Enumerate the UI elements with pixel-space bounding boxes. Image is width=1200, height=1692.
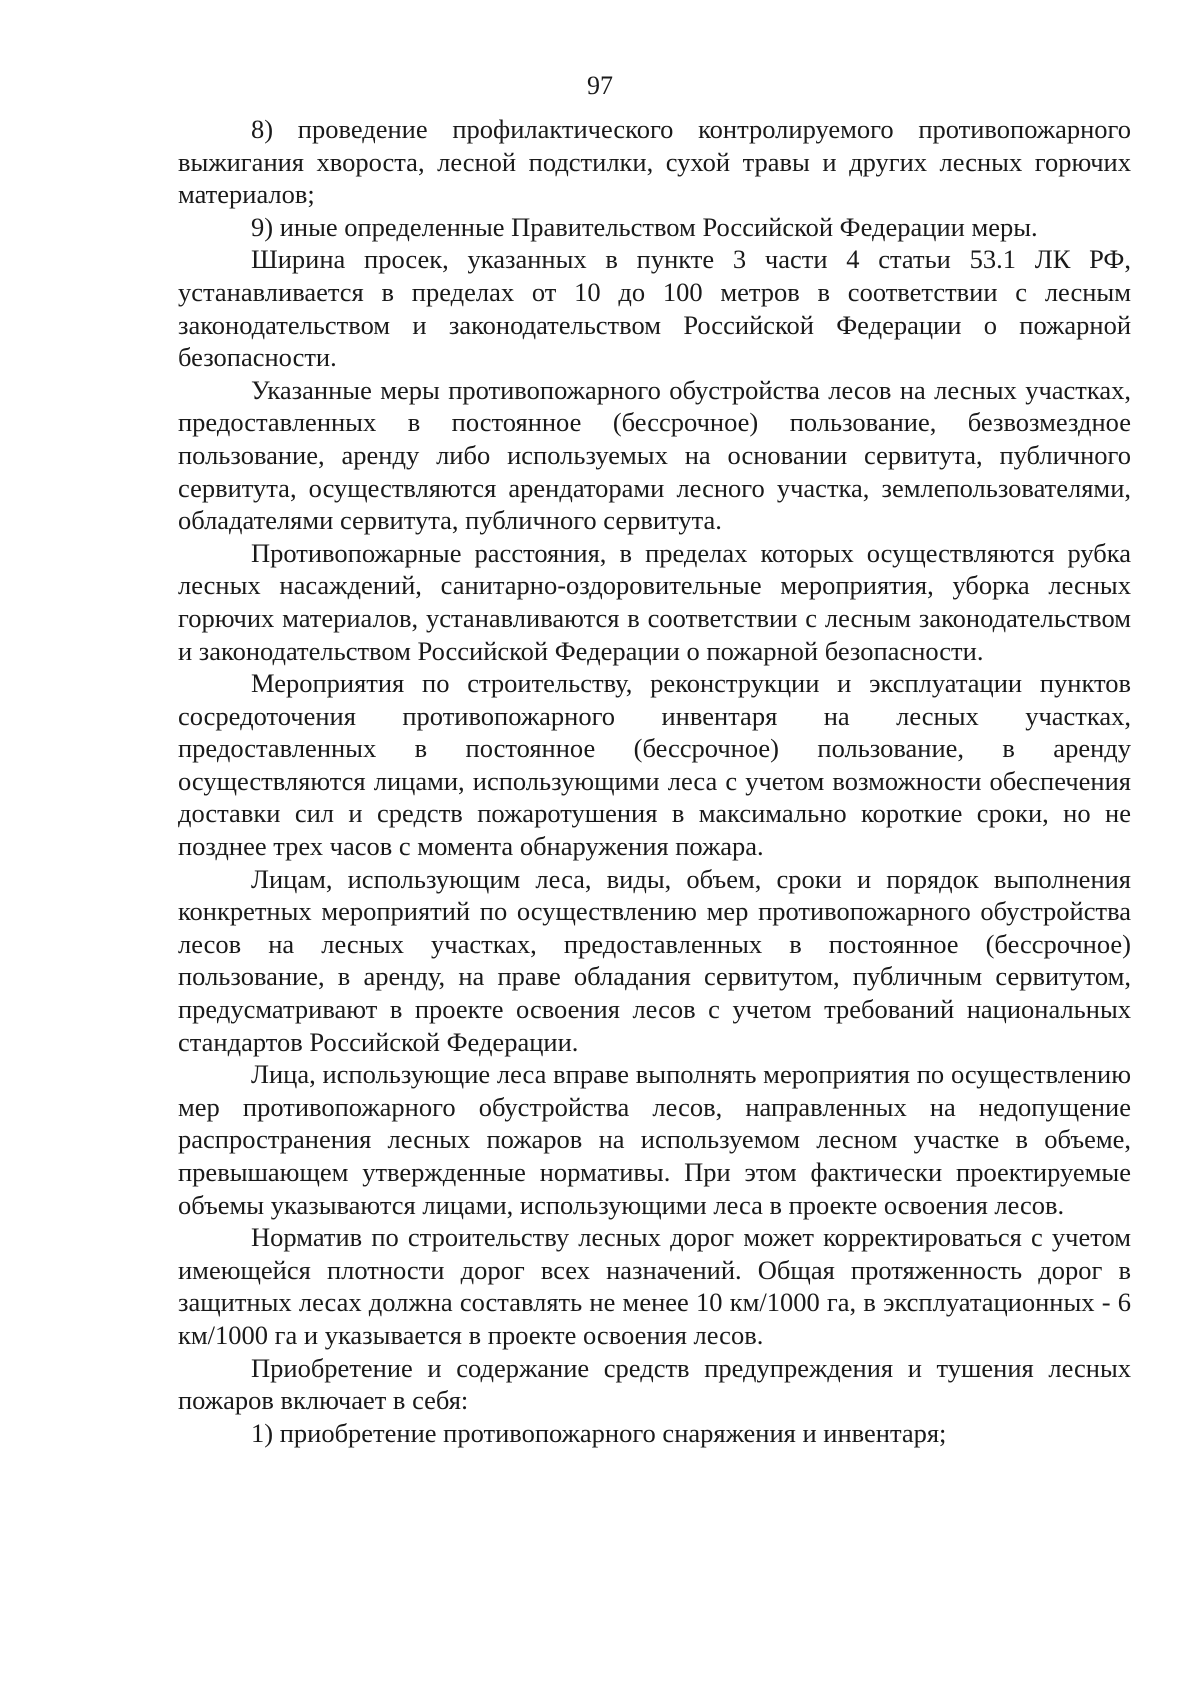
paragraph-forest-roads: Норматив по строительству лесных дорог может корректироваться с учетом имеющейся плотности дорог всех назначений. Общая протяженность дорог в защитных лесах должна составлять не менее 10 км/1000 га, в эксплуатационных - 6 км/1000 га и указывается в проекте освоения лесов. bbox=[178, 1222, 1131, 1350]
page-number: 97 bbox=[587, 71, 613, 100]
list-item-1-equipment-purchase: 1) приобретение противопожарного снаряжения и инвентаря; bbox=[251, 1417, 947, 1448]
paragraph-firebreak-width: Ширина просек, указанных в пункте 3 части 4 статьи 53.1 ЛК РФ, устанавливается в пределах от 10 до 100 метров в соответствии с лесным законодательством и законодательством Российской Федерации о пожарной безопасности. bbox=[178, 244, 1131, 373]
paragraph-excess-measures: Лица, использующие леса вправе выполнять мероприятия по осуществлению мер противопожарного обустройства лесов, направленных на недопущение распространения лесных пожаров на используемом лесном участке в объеме, превышающем утвержденные нормативы. При этом фактически проектируемые объемы указываются лицами, использующими леса в проекте освоения лесов. bbox=[178, 1059, 1131, 1220]
paragraph-equipment-points: Мероприятия по строительству, реконструкции и эксплуатации пунктов сосредоточения противопожарного инвентаря на лесных участках, предоставленных в постоянное (бессрочное) пользование, в аренду осуществляются лицами, использующими леса с учетом возможности обеспечения доставки сил и средств пожаротушения в максимально короткие сроки, но не позднее трех часов с момента обнаружения пожара. bbox=[178, 668, 1131, 862]
paragraph-forest-users-scope: Лицам, использующим леса, виды, объем, сроки и порядок выполнения конкретных мероприятий по осуществлению мер противопожарного обустройства лесов на лесных участках, предоставленных в постоянное (бессрочное) пользование, в аренду, на праве обладания сервитутом, публичным сервитутом, предусматривают в проекте освоения лесов с учетом требований национальных стандартов Российской Федерации. bbox=[178, 863, 1131, 1057]
paragraph-fire-distances: Противопожарные расстояния, в пределах которых осуществляются рубка лесных насаждений, санитарно-оздоровительные мероприятия, уборка лесных горючих материалов, устанавливаются в соответствии с лесным законодательством и законодательством Российской Федерации о пожарной безопасности. bbox=[178, 537, 1131, 666]
document-body bbox=[178, 113, 1131, 1449]
paragraph-fire-means-intro: Приобретение и содержание средств предупреждения и тушения лесных пожаров включает в себя: bbox=[178, 1352, 1131, 1416]
list-item-9-other-measures: 9) иные определенные Правительством Российской Федерации меры. bbox=[251, 211, 1038, 242]
list-item-8-controlled-burning: 8) проведение профилактического контролируемого противопожарного выжигания хвороста, лесной подстилки, сухой травы и других лесных горючих материалов; bbox=[178, 114, 1131, 210]
paragraph-responsible-parties: Указанные меры противопожарного обустройства лесов на лесных участках, предоставленных в постоянное (бессрочное) пользование, безвозмездное пользование, аренду либо используемых на основании сервитута, публичного сервитута, осуществляются арендаторами лесного участка, землепользователями, обладателями сервитута, публичного сервитута. bbox=[178, 374, 1131, 536]
